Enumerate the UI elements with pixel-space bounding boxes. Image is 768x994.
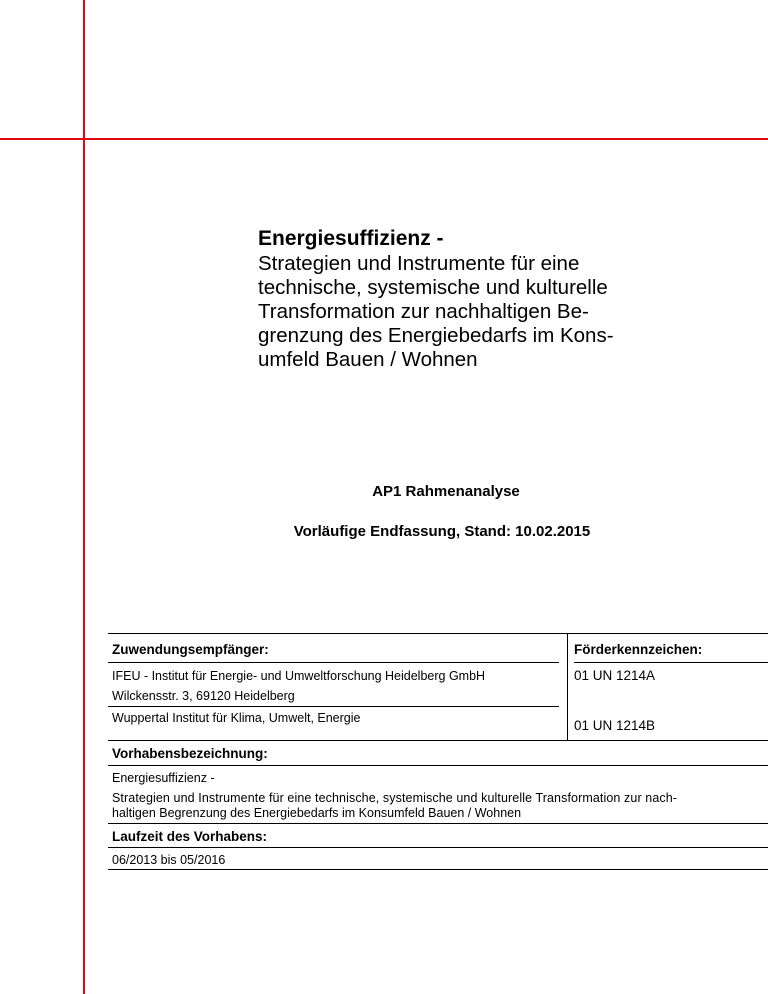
project-description-line: Strategien und Instrumente für eine technische, systemische und kulturelle Transformation zur nach-: [112, 791, 678, 805]
table-rule: [108, 869, 768, 870]
table-rule: [108, 706, 559, 707]
project-description-line: haltigen Begrenzung des Energiebedarfs im Konsumfeld Bauen / Wohnen: [112, 806, 522, 820]
duration-label: Laufzeit des Vorhabens:: [112, 829, 268, 844]
document-subtitle: [258, 252, 678, 372]
recipient-1-code: 01 UN 1214A: [574, 668, 656, 683]
funding-code-label: Förderkennzeichen:: [574, 642, 703, 657]
subtitle-line: Strategien und Instrumente für eine: [258, 252, 580, 275]
table-rule: [108, 823, 768, 824]
version-label: Vorläufige Endfassung, Stand: 10.02.2015: [293, 523, 591, 540]
work-package-label: AP1 Rahmenanalyse: [372, 483, 520, 500]
project-title: Energiesuffizienz -: [112, 771, 215, 785]
table-rule: [108, 633, 768, 634]
recipient-1-address: Wilckensstr. 3, 69120 Heidelberg: [112, 689, 295, 703]
recipient-1-name: IFEU - Institut für Energie- und Umweltforschung Heidelberg GmbH: [112, 669, 486, 683]
recipient-2-name: Wuppertal Institut für Klima, Umwelt, Energie: [112, 711, 361, 725]
table-rule: [108, 740, 768, 741]
subtitle-line: umfeld Bauen / Wohnen: [258, 348, 478, 371]
project-label: Vorhabensbezeichnung:: [112, 746, 268, 761]
subtitle-line: technische, systemische und kulturelle: [258, 276, 608, 299]
red-horizontal-line: [0, 138, 768, 140]
subtitle-line: grenzung des Energiebedarfs im Kons-: [258, 324, 614, 347]
document-title: Energiesuffizienz -: [258, 227, 444, 250]
table-rule: [108, 662, 559, 663]
subtitle-line: Transformation zur nachhaltigen Be-: [258, 300, 589, 323]
table-rule: [574, 662, 768, 663]
recipients-label: Zuwendungsempfänger:: [112, 642, 269, 657]
column-divider: [567, 633, 568, 740]
table-rule: [108, 847, 768, 848]
duration-value: 06/2013 bis 05/2016: [112, 853, 226, 867]
recipient-2-code: 01 UN 1214B: [574, 718, 656, 733]
version-heading: [0, 523, 768, 540]
table-rule: [108, 765, 768, 766]
work-package-heading: [0, 483, 768, 500]
title-block: [258, 226, 678, 372]
